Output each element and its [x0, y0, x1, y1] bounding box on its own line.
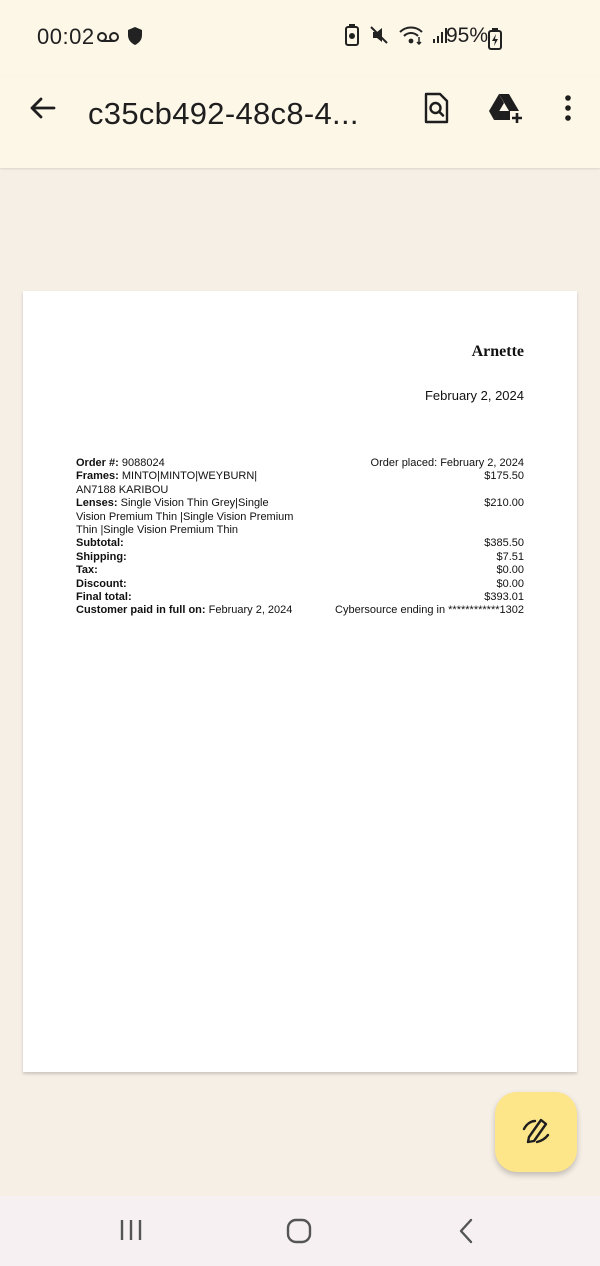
system-nav-bar [0, 1196, 600, 1266]
discount-label: Discount: [76, 577, 127, 590]
wifi-icon [398, 25, 424, 50]
shipping-value: $7.51 [496, 550, 524, 563]
edit-pen-icon [521, 1115, 551, 1150]
battery-percent: 95% [446, 24, 489, 47]
mute-icon [368, 24, 390, 51]
lenses-price: $210.00 [484, 497, 524, 510]
shipping-row [76, 551, 524, 564]
tax-row [76, 564, 524, 577]
final-total-value: $393.01 [484, 591, 524, 604]
arrow-back-icon [28, 96, 56, 125]
document-title: c35cb492-48c8-4... [88, 96, 359, 131]
subtotal-label: Subtotal: [76, 537, 124, 550]
order-placed: Order placed: February 2, 2024 [370, 457, 524, 469]
discount-value: $0.00 [496, 577, 524, 590]
battery-saver-icon [344, 24, 360, 51]
edit-fab-button[interactable] [495, 1092, 577, 1172]
frames-label: Frames: [76, 470, 119, 483]
frames-row [76, 470, 524, 497]
order-number: 9088024 [121, 457, 165, 469]
more-options-button[interactable] [556, 90, 580, 130]
order-number-label: Order #: [76, 457, 119, 469]
order-number-row [76, 457, 524, 470]
back-button[interactable] [22, 90, 62, 130]
order-details [76, 457, 524, 618]
final-total-label: Final total: [76, 591, 132, 604]
voicemail-icon [97, 30, 119, 48]
add-to-drive-icon [488, 92, 524, 129]
document-date: February 2, 2024 [424, 388, 524, 403]
battery-icon [488, 28, 502, 55]
paid-date: February 2, 2024 [208, 604, 293, 617]
more-options-icon [564, 95, 572, 126]
status-time: 00:02 [37, 24, 95, 49]
final-total-row [76, 591, 524, 604]
document-page[interactable] [23, 291, 577, 1072]
discount-row [76, 578, 524, 591]
lenses-value: Single Vision Thin Grey|Single Vision Premium Thin |Single Vision Premium Thin |Single Vision Premium Thin [76, 497, 294, 537]
status-bar [0, 0, 600, 76]
app-bar [0, 76, 600, 168]
paid-label: Customer paid in full on: [76, 604, 206, 617]
shipping-label: Shipping: [76, 550, 127, 563]
search-in-document-button[interactable] [418, 90, 454, 130]
payment-row [76, 604, 524, 617]
subtotal-row [76, 537, 524, 550]
frames-value: MINTO|MINTO|WEYBURN| AN7188 KARIBOU [76, 470, 258, 496]
lenses-row [76, 497, 524, 537]
back-icon[interactable] [456, 1218, 476, 1249]
home-icon[interactable] [285, 1217, 313, 1250]
frames-price: $175.50 [484, 470, 524, 483]
recent-apps-icon[interactable] [118, 1218, 144, 1247]
company-name: Arnette [471, 343, 524, 360]
shield-icon [127, 26, 143, 51]
tax-label: Tax: [76, 564, 98, 577]
subtotal-value: $385.50 [484, 537, 524, 550]
add-to-drive-button[interactable] [486, 90, 526, 130]
payment-method: Cybersource ending in ************1302 [335, 604, 524, 617]
lenses-label: Lenses: [76, 497, 118, 510]
search-document-icon [423, 92, 449, 129]
tax-value: $0.00 [496, 564, 524, 577]
